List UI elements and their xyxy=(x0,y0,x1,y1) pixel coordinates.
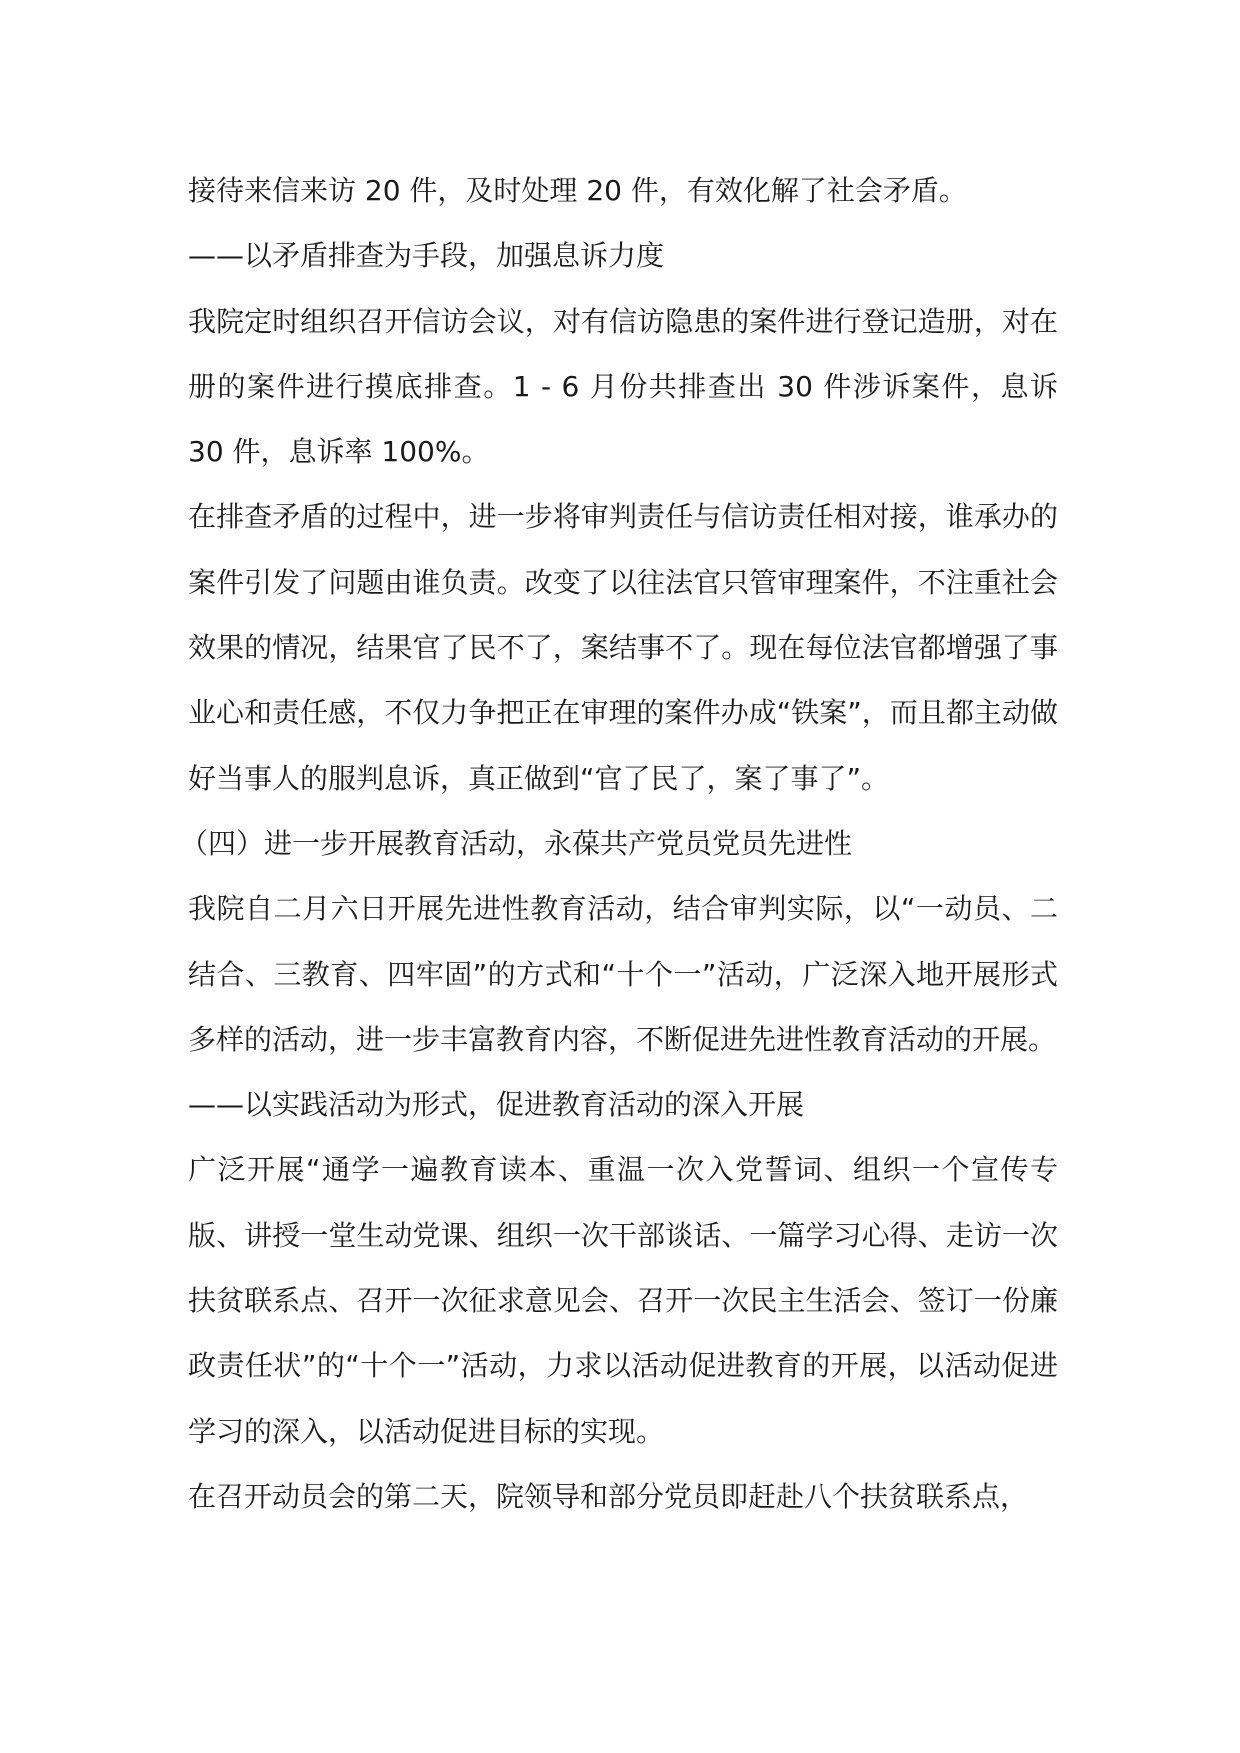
paragraph-mobilization: 在召开动员会的第二天，院领导和部分党员即赶赴八个扶贫联系点， xyxy=(188,1479,1029,1513)
document-body xyxy=(180,158,1058,1529)
paragraph-letters-visits: 接待来信来访 20 件，及时处理 20 件，有效化解了社会矛盾。 xyxy=(188,174,967,207)
subheading-conflict-screening: ——以矛盾排查为手段，加强息诉力度 xyxy=(188,239,665,273)
paragraph-petition-meetings: 我院定时组织召开信访会议，对有信访隐患的案件进行登记造册，对在册的案件进行摸底排查。1 - 6 月份共排查出 30 件涉诉案件，息诉 30 件，息诉率 100%。 xyxy=(188,304,1058,469)
subheading-practice-activities: ——以实践活动为形式，促进教育活动的深入开展 xyxy=(188,1088,805,1122)
paragraph-education-activity: 我院自二月六日开展先进性教育活动，结合审判实际，以“一动员、二结合、三教育、四牢固”的方式和“十个一”活动，广泛深入地开展形式多样的活动，进一步丰富教育内容，不断促进先进性教育活动的开展。 xyxy=(188,892,1058,1056)
paragraph-responsibility: 在排查矛盾的过程中，进一步将审判责任与信访责任相对接，谁承办的案件引发了问题由谁负责。改变了以往法官只管审理案件，不注重社会效果的情况，结果官了民不了，案结事不了。现在每位法官都增强了事业心和责任感，不仅力争把正在审理的案件办成“铁案”，而且都主动做好当事人的服判息诉，真正做到“官了民了，案了事了”。 xyxy=(188,500,1058,795)
section-heading-education: （四）进一步开展教育活动，永葆共产党员党员先进性 xyxy=(180,826,853,860)
paragraph-ten-ones: 广泛开展“通学一遍教育读本、重温一次入党誓词、组织一个宣传专版、讲授一堂生动党课、组织一次干部谈话、一篇学习心得、走访一次扶贫联系点、召开一次征求意见会、召开一次民主生活会、签订一份廉政责任状”的“十个一”活动，力求以活动促进教育的开展，以活动促进学习的深入，以活动促进目标的实现。 xyxy=(188,1153,1058,1448)
